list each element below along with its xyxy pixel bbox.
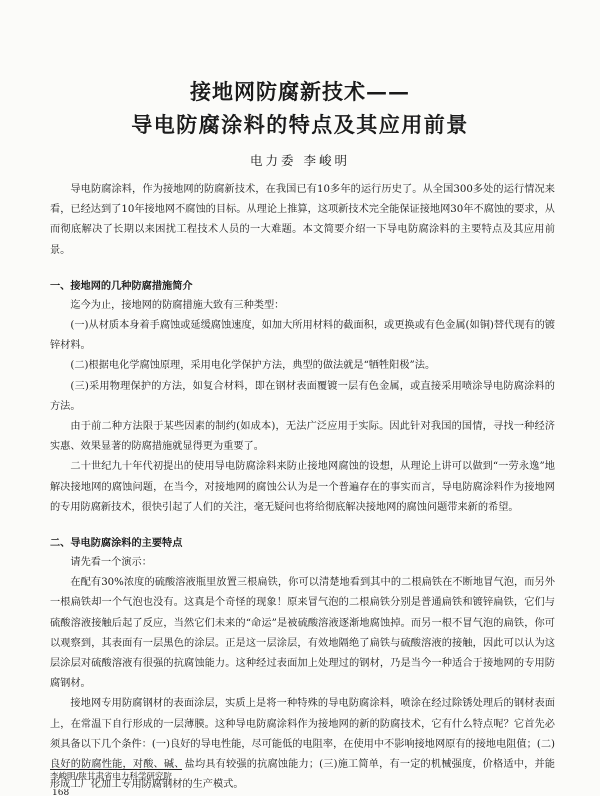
section-1-paragraph: (一)从材质本身着手腐蚀或延缓腐蚀速度，如加大所用材料的截面积，或更换或有色金属(如铜)替代现有的镀锌材料。 xyxy=(50,320,555,352)
page-number: 168 xyxy=(52,789,70,796)
title-line-2: 导电防腐涂料的特点及其应用前景 xyxy=(131,112,469,137)
authors: 电力委 李峻明 xyxy=(250,153,350,168)
section-1-paragraph: 二十世纪九十年代初提出的使用导电防腐涂料来防止接地网腐蚀的设想，从理论上讲可以做到“一劳永逸”地解决接地网的腐蚀问题，在当今，对接地网的腐蚀公认为是一个普遍存在的事实而言，导电防腐涂料作为接地网的专用防腐新技术，很快引起了人们的关注，毫无疑问也将给彻底解决接地网的腐蚀问题带来新的希望。 xyxy=(50,461,555,513)
section-1-paragraph: (三)采用物理保护的方法，如复合材料，即在钢材表面覆镀一层有色金属，或直接采用喷涂导电防腐涂料的方法。 xyxy=(50,380,555,412)
section-2-paragraph: 请先看一个演示： xyxy=(70,557,152,569)
section-2-paragraph: 在配有30%浓度的硫酸溶液瓶里放置三根扁铁，你可以清楚地看到其中的二根扁铁在不断地冒气泡，而另外一根扁铁却一个气泡也没有。这真是个奇怪的现象！原来冒气泡的二根扁铁分别是普通扁铁和镀锌扁铁，它们与硫酸溶液接触后起了反应，当然它们未来的“命运”是被硫酸溶液逐渐地腐蚀掉。而另一根不冒气泡的扁铁，你可以观察到，其表面有一层黑色的涂层。正是这一层涂层，有效地隔绝了扁铁与硫酸溶液的接触，因此可以认为这层涂层对硫酸溶液有很强的抗腐蚀能力。这种经过表面加上处理过的钢材，乃是当今一种适合于接地网的专用防腐钢材。 xyxy=(50,577,555,690)
abstract-paragraph: 导电防腐涂料，作为接地网的防腐新技术，在我国已有10多年的运行历史了。从全国300多处的运行情况来看，已经达到了10年接地网不腐蚀的目标。从理论上推算，这项新技术完全能保证接地网30年不腐蚀的要求，从而彻底解决了长期以来困扰工程技术人员的一大难题。本文简要介绍一下导电防腐涂料的主要特点及其应用前景。 xyxy=(50,184,555,256)
section-1-paragraph: 由于前二种方法限于某些因素的制约(如成本)，无法广泛应用于实际。因此针对我国的国情，寻找一种经济实惠、效果显著的防腐措施就显得更为重要了。 xyxy=(50,421,555,453)
section-2-paragraph: 接地网专用防腐钢材的表面涂层，实质上是将一种特殊的导电防腐涂料，喷涂在经过除锈处理后的钢材表面上，在常温下自行形成的一层薄膜。这种导电防腐涂料作为接地网的新的防腐技术，它有什么特点呢？它首先必须具备以下几个条件：(一)良好的导电性能，尽可能低的电阻率，在使用中不影响接地网原有的接地电阻值；(二)良好的防腐性能，对酸、碱、盐均具有较强的抗腐蚀能力；(三)施工简单，有一定的机械强度，价格适中，并能形成工厂化加工专用防腐钢材的生产模式。 xyxy=(50,698,555,791)
title-line-1: 接地网防腐新技术—— xyxy=(190,79,410,104)
section-2-heading: 二、导电防腐涂料的主要特点 xyxy=(50,537,183,550)
footnote: 李峻明/陕甘肃省电力科学研究院 xyxy=(50,772,172,782)
section-1-paragraph: 迄今为止，接地网的防腐措施大致有三种类型： xyxy=(70,299,285,311)
section-1-heading: 一、接地网的几种防腐措施简介 xyxy=(50,279,193,292)
article-body xyxy=(50,176,555,795)
section-1-paragraph: (二)根据电化学腐蚀原理，采用电化学保护方法，典型的做法就是“牺牲阳极”法。 xyxy=(70,360,436,372)
footnote-divider xyxy=(50,769,182,770)
